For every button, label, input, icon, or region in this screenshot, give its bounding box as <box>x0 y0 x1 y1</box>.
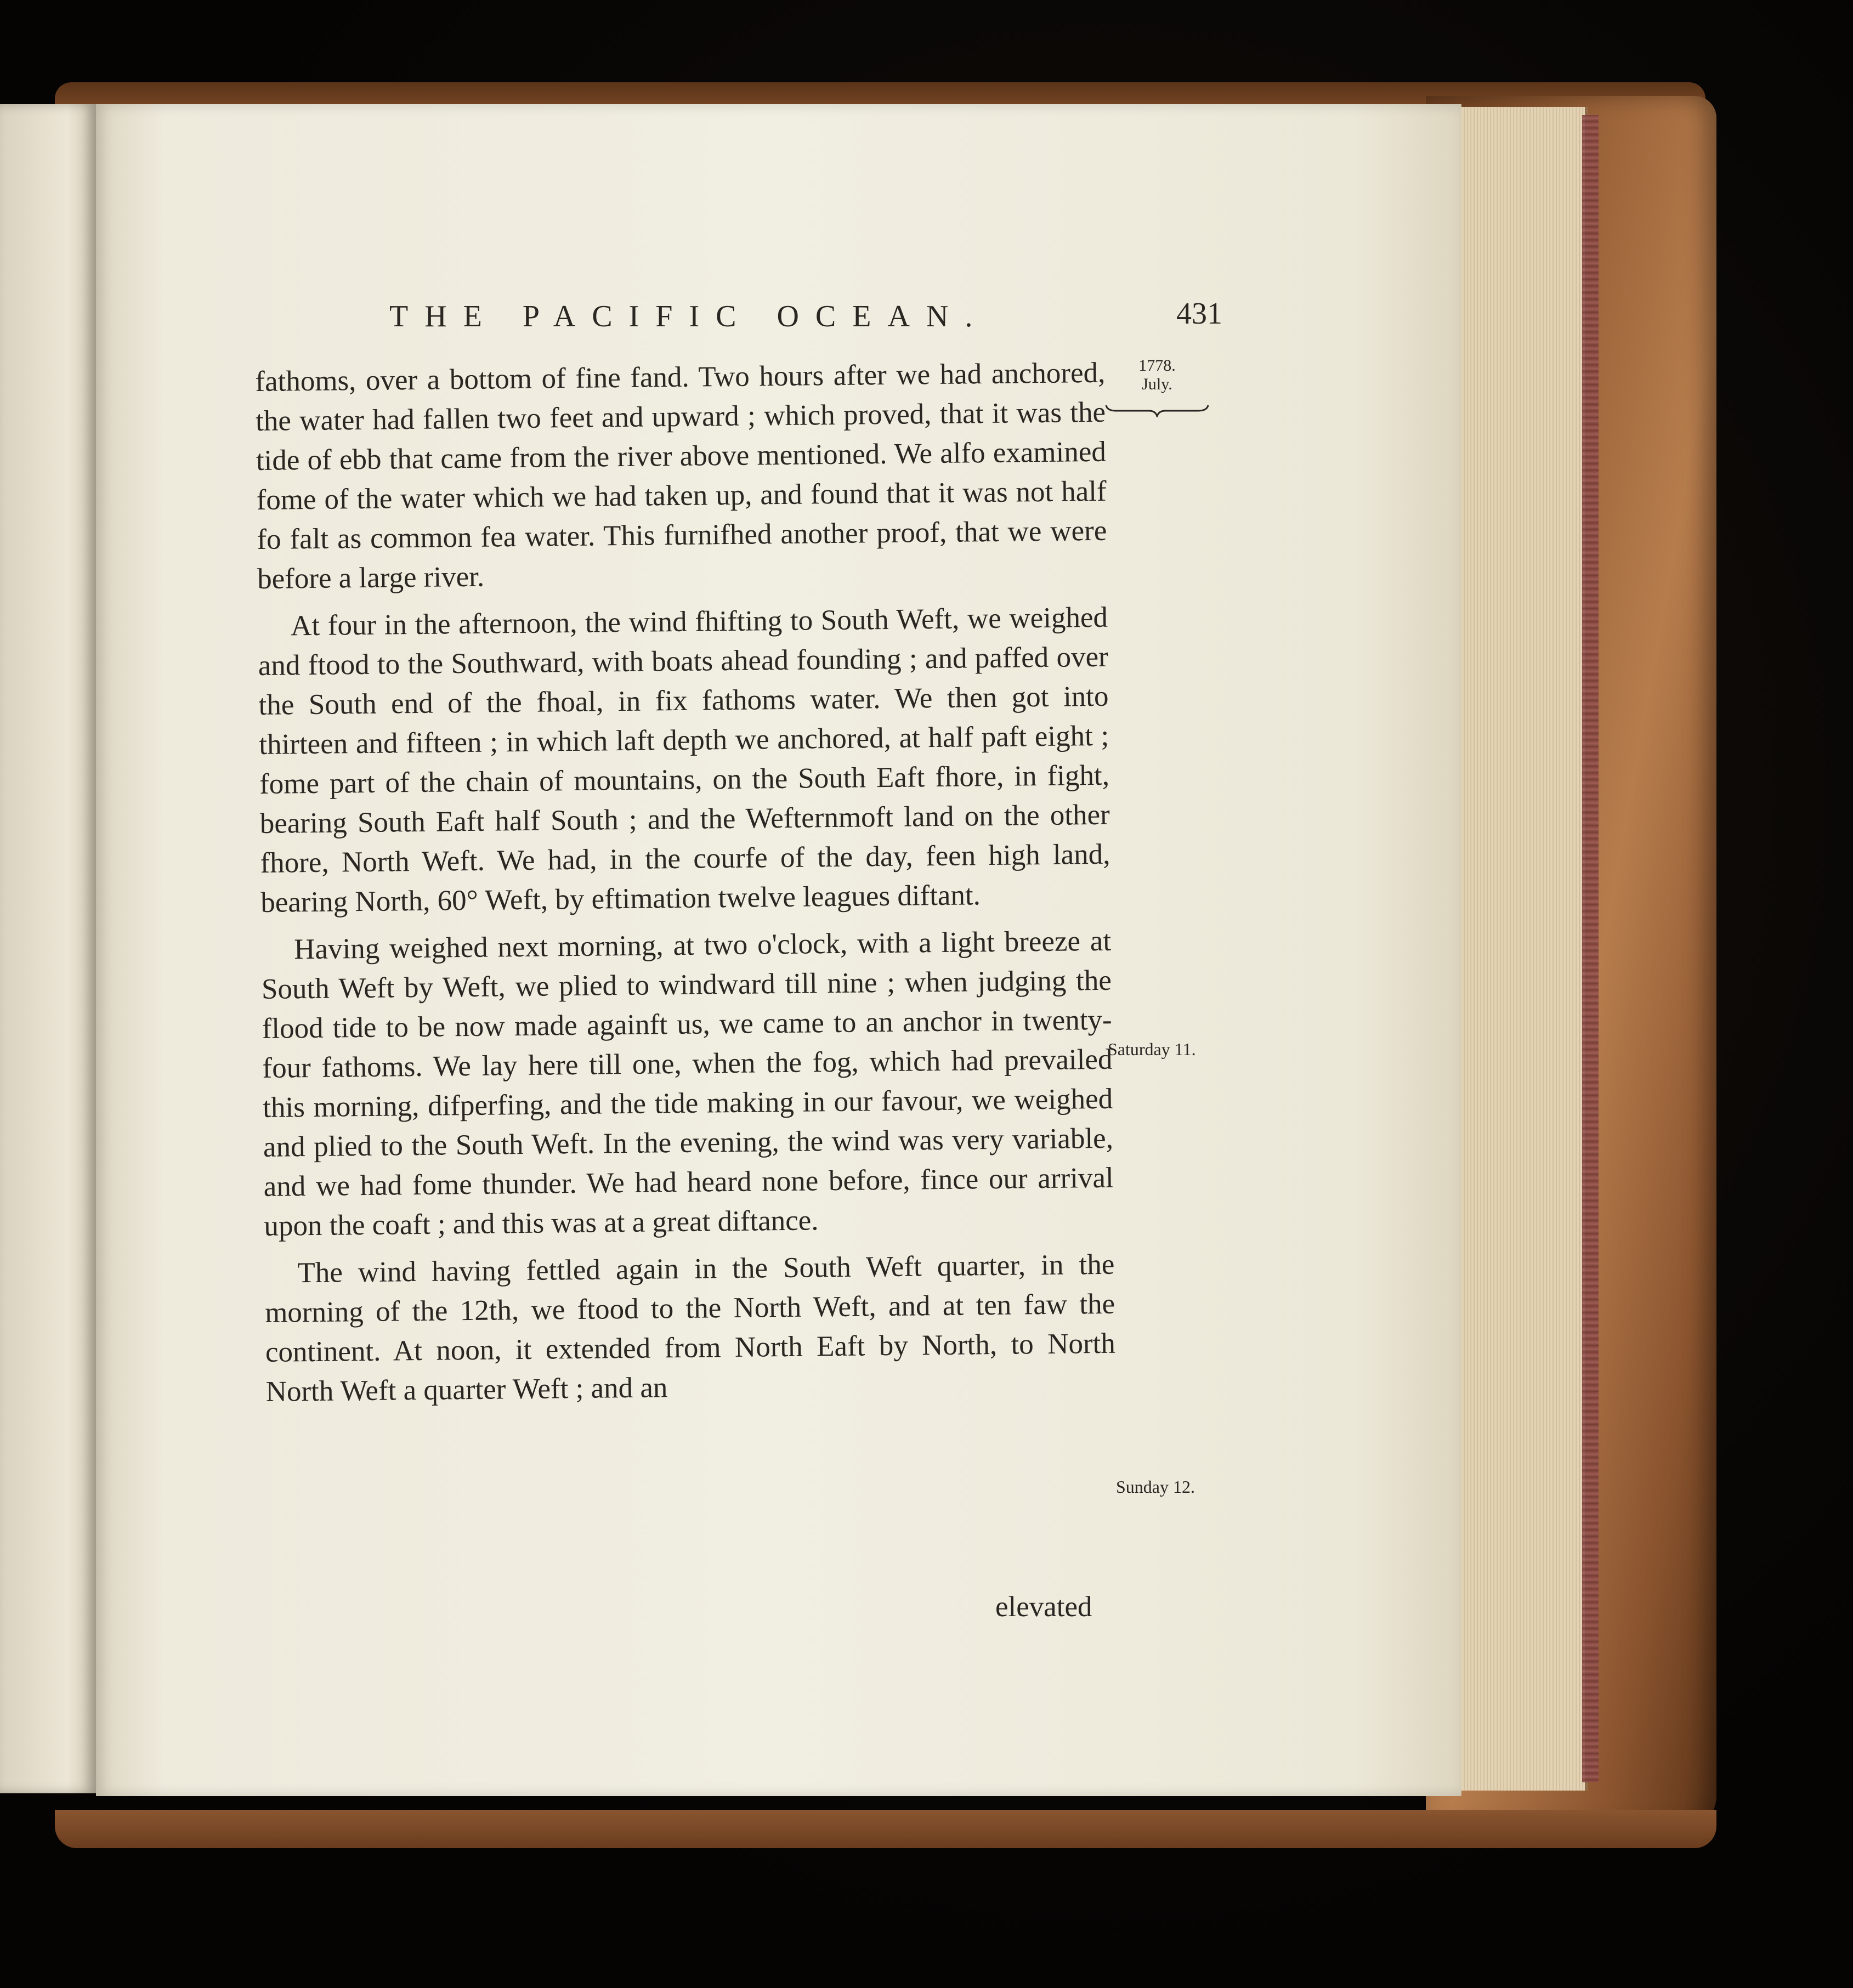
margin-year: 1778. <box>1138 356 1176 375</box>
catchword: elevated <box>995 1591 1092 1623</box>
left-page <box>0 104 96 1793</box>
margin-note-saturday: Saturday 11. <box>1108 1039 1196 1059</box>
margin-note-sunday: Sunday 12. <box>1116 1477 1195 1497</box>
paragraph-2: At four in the afternoon, the wind fhifting to South Weft, we weighed and ftood to the Southward, with boats ahead founding ; and paffed over the South end of the fhoal, in fix fathoms water. We then got into thirteen and fifteen ; in which laft depth we anchored, at half paft eight ; fome part of the chain of mountains, on the South Eaft fhore, in fight, bearing South Eaft half South ; and the Wefternmoft land on the other fhore, North Weft. We had, in the courfe of the day, feen high land, bearing North, 60° Weft, by eftimation twelve leagues diftant. <box>258 601 1110 919</box>
page-block-edges <box>1459 107 1588 1791</box>
body-text <box>255 353 1116 1419</box>
margin-date <box>1124 356 1190 394</box>
running-head: THE PACIFIC OCEAN. <box>389 299 989 333</box>
paragraph-1: fathoms, over a bottom of fine fand. Two hours after we had anchored, the water had fallen two feet and upward ; which proved, that it was the tide of ebb that came from the river above mentioned. We alfo examined fome of the water which we had taken up, and found that it was not half fo falt as common fea water. This furnifhed another proof, that we were before a large river. <box>255 356 1107 595</box>
sprinkled-edge <box>1582 115 1599 1782</box>
margin-month: July. <box>1142 375 1172 393</box>
book-cover-bottom <box>55 1810 1716 1848</box>
paragraph-3: Having weighed next morning, at two o'clock, with a light breeze at South Weft by Weft, we plied to windward till nine ; when judging the flood tide to be now made againft us, we came to an anchor in twenty-four fathoms. We lay here till one, when the fog, which had prevailed this morning, difperfing, and the tide making in our favour, we weighed and plied to the South Weft. In the evening, the wind was very variable, and we had fome thunder. We had heard none before, fince our arrival upon the coaft ; and this was at a great diftance. <box>261 925 1114 1242</box>
brace-icon <box>1105 403 1209 417</box>
page-number: 431 <box>1176 297 1222 331</box>
paragraph-4: The wind having fettled again in the South Weft quarter, in the morning of the 12th, we ftood to the North Weft, and at ten faw the continent. At noon, it extended from North Eaft by North, to North North Weft a quarter Weft ; and an <box>264 1248 1116 1408</box>
